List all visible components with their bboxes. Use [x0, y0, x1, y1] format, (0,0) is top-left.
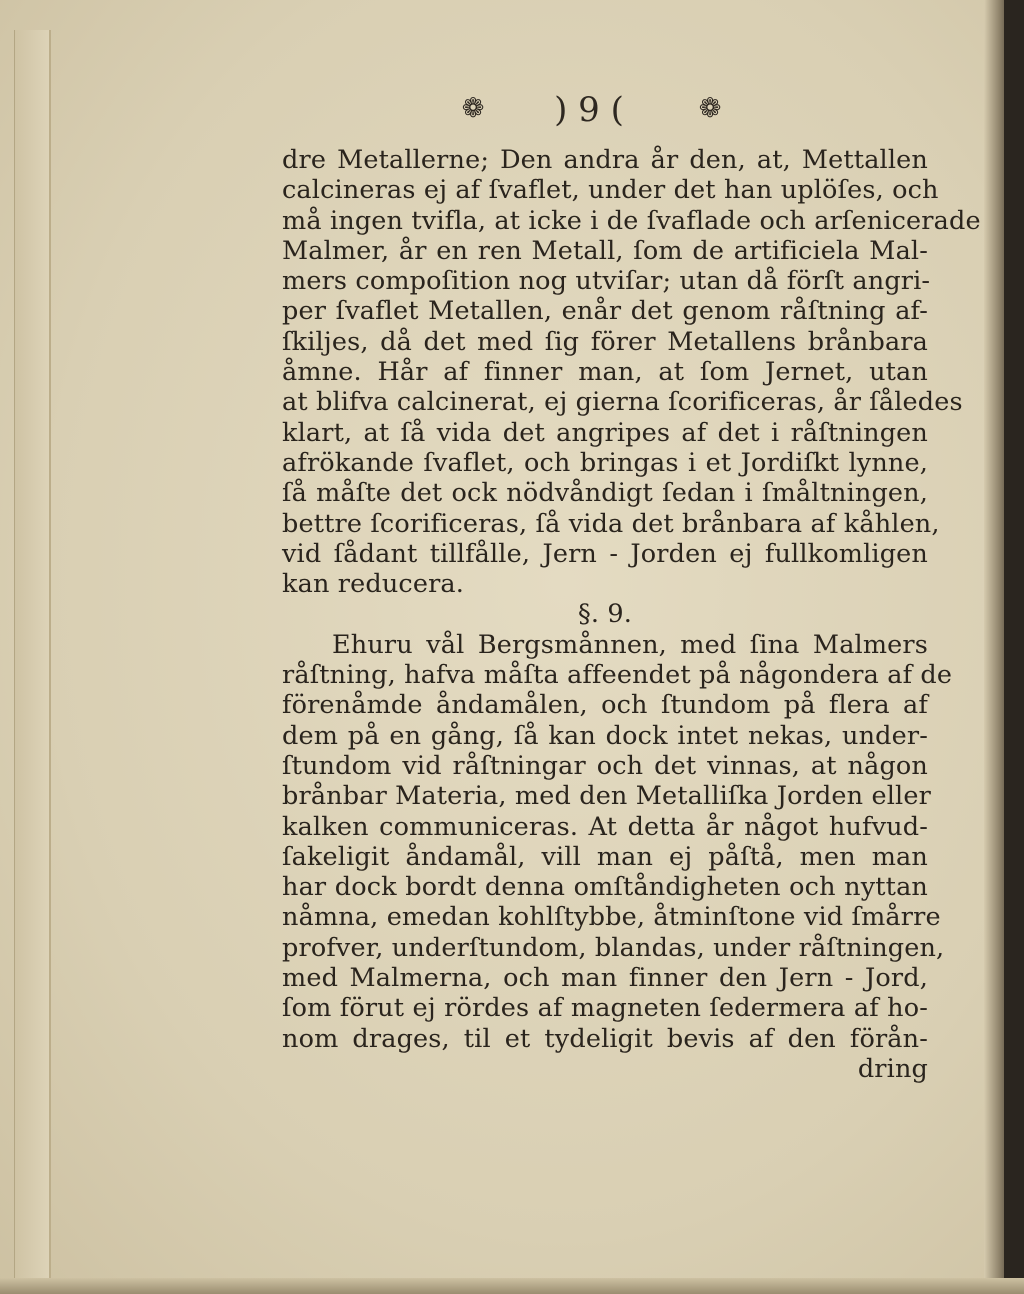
- page-number: ) 9 (: [554, 90, 624, 130]
- text-line: förenåmde åndamålen, och ſtundom på flera af: [282, 690, 928, 721]
- text-line: åmne. Hår af finner man, at ſom Jernet, utan: [282, 357, 928, 388]
- text-line: ſå måſte det ock nödvåndigt ſedan i ſmåltningen,: [282, 478, 928, 509]
- text-line: at blifva calcinerat, ej gierna ſcorificeras, år ſåledes: [282, 387, 963, 418]
- text-line: har dock bordt denna omſtåndigheten och nyttan: [282, 872, 928, 903]
- text-line: med Malmerna, och man finner den Jern - Jord,: [282, 963, 928, 994]
- left-ornament-icon: ❁: [461, 93, 485, 124]
- text-line: nom drages, til et tydeligit bevis af den förån-: [282, 1023, 928, 1054]
- text-line: må ingen tvifla, at icke i de ſvaflade och arſenicerade: [282, 205, 981, 236]
- book-spine: [1004, 0, 1024, 1294]
- body-text: [282, 145, 981, 1085]
- text-line: mers compoſition nog utviſar; utan då förſt angri-: [282, 266, 931, 297]
- text-line: kalken communiceras. At detta år något hufvud-: [282, 811, 928, 842]
- text-line: nåmna, emedan kohlſtybbe, åtminſtone vid ſmårre: [282, 902, 941, 933]
- text-line: ſtundom vid råſtningar och det vinnas, at någon: [282, 750, 928, 781]
- text-line: råſtning, hafva måſta affeendet på någondera af de: [282, 660, 953, 691]
- page-left-edge: [14, 30, 51, 1280]
- text-line: klart, at ſå vida det angripes af det i råſtningen: [282, 417, 928, 448]
- text-line: afrökande ſvaflet, och bringas i et Jordiſkt lynne,: [282, 447, 928, 478]
- text-line: per ſvaflet Metallen, enår det genom råſtning af-: [282, 296, 928, 327]
- text-line: dre Metallerne; Den andra år den, at, Mettallen: [282, 145, 928, 175]
- text-line: ſkiljes, då det med ſig förer Metallens brånbara: [282, 326, 928, 357]
- text-line: bettre ſcorificeras, ſå vida det brånbara af kåhlen,: [282, 508, 940, 539]
- catchword: dring: [857, 1053, 928, 1084]
- text-line: profver, underſtundom, blandas, under råſtningen,: [282, 932, 945, 963]
- text-line: vid ſådant tillfålle, Jern - Jorden ej fullkomligen: [282, 538, 928, 569]
- text-line: dem på en gång, ſå kan dock intet nekas, under-: [282, 720, 928, 751]
- section-heading: §. 9.: [577, 599, 633, 630]
- text-line: ſakeligit åndamål, vill man ej påſtå, men man: [282, 841, 928, 872]
- text-line: calcineras ej af ſvaflet, under det han uplöſes, och: [282, 175, 939, 206]
- right-ornament-icon: ❁: [698, 93, 722, 124]
- text-line: brånbar Materia, med den Metalliſka Jorden eller: [282, 781, 931, 812]
- page-header: [440, 88, 740, 134]
- page-bottom-edge: [0, 1278, 1024, 1294]
- text-line: Malmer, år en ren Metall, ſom de artificiela Mal-: [282, 235, 928, 266]
- text-line: ſom förut ej rördes af magneten ſedermera af ho-: [282, 993, 928, 1024]
- text-line: Ehuru vål Bergsmånnen, med ſina Malmers: [332, 629, 928, 660]
- text-line: kan reducera.: [282, 569, 465, 600]
